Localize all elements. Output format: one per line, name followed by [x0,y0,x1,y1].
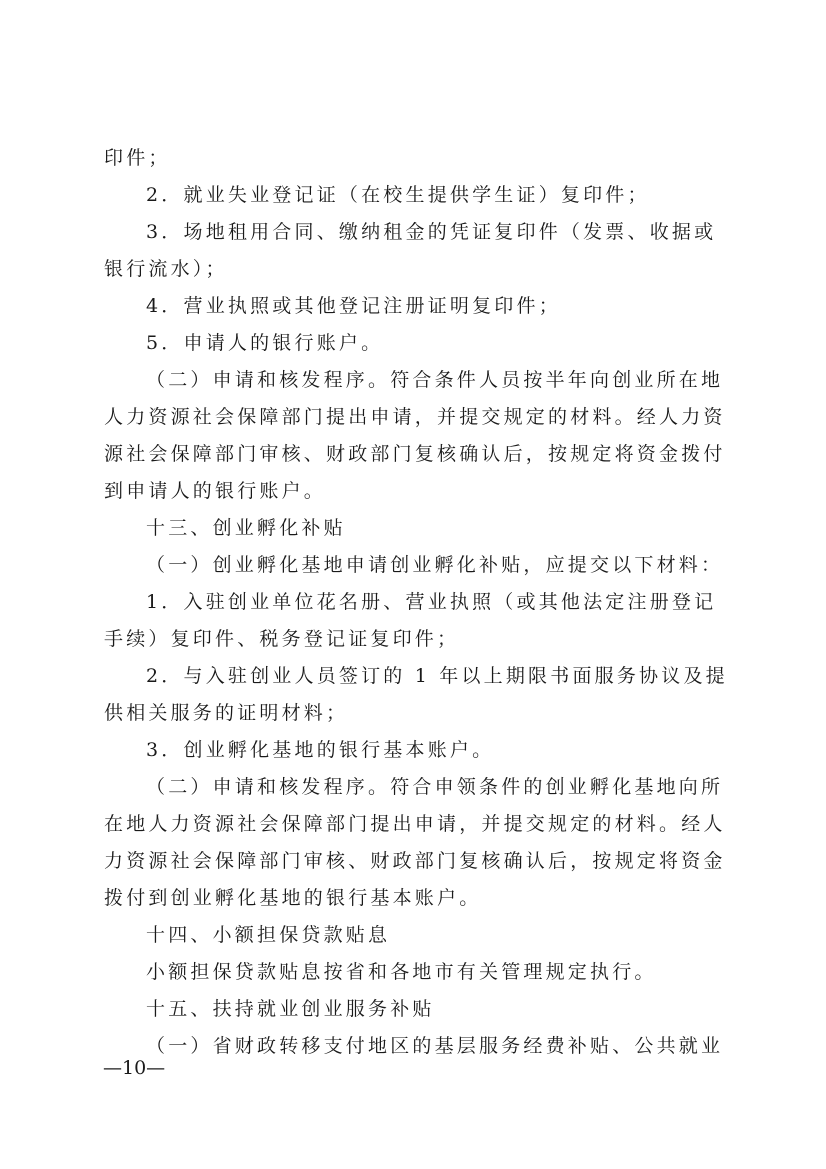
text-line: 人力资源社会保障部门提出申请，并提交规定的材料。经人力资 [104,406,726,428]
text-line: 5．申请人的银行账户。 [146,332,384,354]
page-number: —10— [103,1057,166,1079]
text-line: （一）省财政转移支付地区的基层服务经费补贴、公共就业 [146,1035,724,1057]
text-line: 银行流水）； [104,258,228,280]
text-line: 供相关服务的证明材料； [104,702,349,724]
text-line: 3．创业孵化基地的银行基本账户。 [146,739,495,761]
section-heading: 十三、创业孵化补贴 [146,517,346,539]
text-line: 力资源社会保障部门审核、财政部门复核确认后，按规定将资金 [104,850,726,872]
text-line: 2．与入驻创业人员签订的 1 年以上期限书面服务协议及提 [146,665,728,687]
text-line: 1．入驻创业单位花名册、营业执照（或其他法定注册登记 [146,591,717,613]
section-heading: 十五、扶持就业创业服务补贴 [146,998,435,1020]
text-line: （二）申请和核发程序。符合条件人员按半年向创业所在地 [146,369,724,391]
text-line: （一）创业孵化基地申请创业孵化补贴，应提交以下材料： [146,554,724,576]
text-line: 小额担保贷款贴息按省和各地市有关管理规定执行。 [146,961,657,983]
text-line: 2．就业失业登记证（在校生提供学生证）复印件； [146,184,650,206]
section-heading: 十四、小额担保贷款贴息 [146,924,391,946]
text-line: 源社会保障部门审核、财政部门复核确认后，按规定将资金拨付 [104,443,726,465]
text-line: 4．营业执照或其他登记注册证明复印件； [146,295,561,317]
text-line: 3．场地租用合同、缴纳租金的凭证复印件（发票、收据或 [146,221,717,243]
text-line: （二）申请和核发程序。符合申领条件的创业孵化基地向所 [146,776,724,798]
text-line: 到申请人的银行账户。 [104,480,327,502]
text-line: 印件； [104,147,171,169]
text-line: 手续）复印件、税务登记证复印件； [104,628,460,650]
text-line: 在地人力资源社会保障部门提出申请，并提交规定的材料。经人 [104,813,726,835]
text-line: 拨付到创业孵化基地的银行基本账户。 [104,887,482,909]
